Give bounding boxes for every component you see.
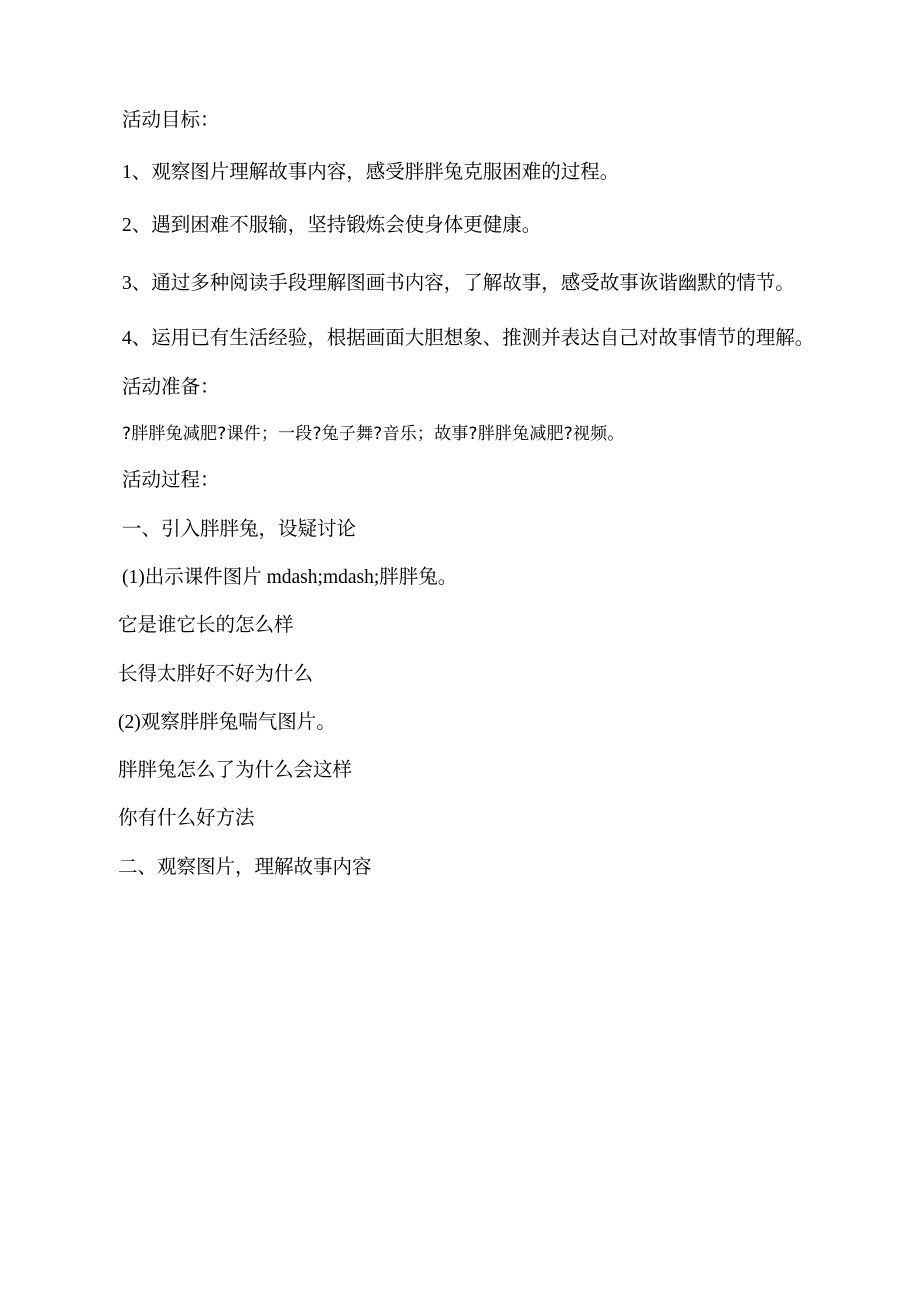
paragraph-step-one-item-2: (2)观察胖胖兔喘气图片。 bbox=[118, 711, 336, 733]
paragraph-step-one-heading: 一、引入胖胖兔，设疑讨论 bbox=[122, 518, 357, 540]
paragraph-preparation-materials: ?胖胖兔减肥?课件；一段?兔子舞?音乐；故事?胖胖兔减肥?视频。 bbox=[122, 424, 625, 445]
paragraph-goal-4: 4、运用已有生活经验，根据画面大胆想象、推测并表达自己对故事情节的理解。 bbox=[122, 327, 815, 349]
paragraph-question-what-happened: 胖胖兔怎么了为什么会这样 bbox=[118, 760, 353, 782]
paragraph-goal-3: 3、通过多种阅读手段理解图画书内容，了解故事，感受故事诙谐幽默的情节。 bbox=[122, 272, 795, 294]
paragraph-activity-goals-heading: 活动目标： bbox=[122, 110, 220, 131]
paragraph-question-good-method: 你有什么好方法 bbox=[118, 808, 255, 830]
paragraph-activity-preparation-heading: 活动准备： bbox=[122, 377, 220, 399]
paragraph-activity-process-heading: 活动过程： bbox=[122, 470, 220, 492]
paragraph-goal-2: 2、遇到困难不服输，坚持锻炼会使身体更健康。 bbox=[122, 214, 542, 236]
paragraph-step-two-heading: 二、观察图片，理解故事内容 bbox=[118, 856, 372, 878]
paragraph-question-who-is-it: 它是谁它长的怎么样 bbox=[118, 615, 294, 637]
paragraph-step-one-item-1: (1)出示课件图片 mdash;mdash;胖胖兔。 bbox=[122, 566, 458, 588]
paragraph-goal-1: 1、观察图片理解故事内容，感受胖胖兔克服困难的过程。 bbox=[122, 162, 620, 184]
document-body bbox=[96, 108, 824, 881]
paragraph-question-too-fat: 长得太胖好不好为什么 bbox=[118, 663, 314, 685]
